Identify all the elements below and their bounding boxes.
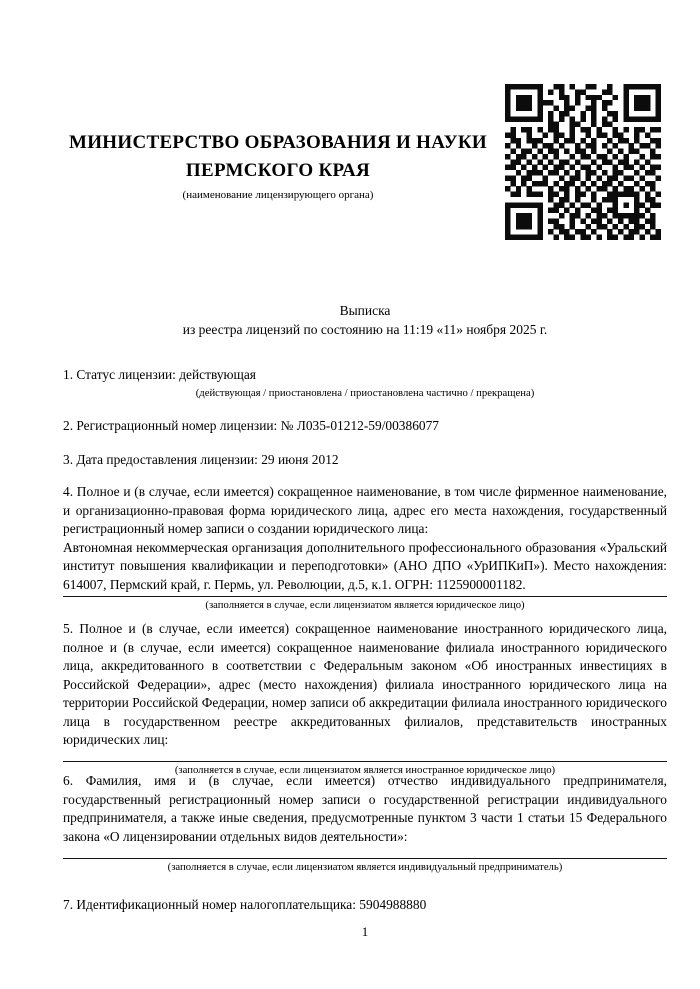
extract-title-block — [63, 302, 667, 339]
item-individual-entrepreneur — [63, 772, 667, 874]
fill-line — [63, 858, 667, 859]
item-foreign-entity — [63, 620, 667, 777]
foreign-entity-label: 5. Полное и (в случае, если имеется) сокращенное наименование иностранного юридического лица, полное и (в случае, если имеется) сокращенное наименование филиала иностранного юридического лица, аккредитованного в соответствии с Федеральным законом «Об иностранных инвестициях в Российской Федерации», адрес (место нахождения) филиала иностранного юридического лица на территории Российской Федерации, номер записи об аккредитации филиала иностранного юридического лица в государственном реестре аккредитованных филиалов, представительств иностранных юридических лиц: — [63, 621, 667, 747]
fill-line — [63, 761, 667, 762]
page-number: 1 — [361, 924, 369, 939]
foreign-entity-caption: (заполняется в случае, если лицензиатом является иностранное юридическое лицо) — [174, 763, 556, 776]
license-status-options-caption: (действующая / приостановлена / приостановлена частично / прекращена) — [195, 386, 535, 399]
registration-number-text: 2. Регистрационный номер лицензии: № Л035-01212-59/00386077 — [63, 418, 439, 433]
ministry-header — [60, 129, 496, 202]
legal-entity-value: Автономная некоммерческая организация дополнительного профессионального образования «Уральский институт повышения квалификации и переподготовки» (АНО ДПО «УрИПКиП»). Место нахождения: 614007, Пермский край, г. Пермь, ул. Революции, д.5, к.1. ОГРН: 1125900001182. — [63, 539, 667, 592]
license-status-text: 1. Статус лицензии: действующая — [63, 367, 256, 382]
extract-title: Выписка — [339, 303, 391, 318]
fill-line — [63, 596, 667, 597]
item-registration-number — [63, 417, 667, 436]
ministry-name-line2: ПЕРМСКОГО КРАЯ — [185, 160, 371, 181]
item-license-status — [63, 366, 667, 400]
item-taxpayer-id — [63, 896, 667, 915]
item-license-grant-date — [63, 451, 667, 470]
legal-entity-caption: (заполняется в случае, если лицензиатом является юридическое лицо) — [205, 599, 525, 611]
individual-entrepreneur-caption: (заполняется в случае, если лицензиатом является индивидуальный предприниматель) — [167, 861, 563, 873]
qr-code — [505, 84, 661, 240]
ministry-name-line1: МИНИСТЕРСТВО ОБРАЗОВАНИЯ И НАУКИ — [68, 132, 488, 153]
legal-entity-label: 4. Полное и (в случае, если имеется) сокращенное наименование, в том числе фирменное наименование, и организационно-правовая форма юридического лица, адрес его места нахождения, государственный регистрационный номер записи о создании юридического лица: — [63, 484, 667, 536]
extract-subtitle: из реестра лицензий по состоянию на 11:19 «11» ноября 2025 г. — [182, 321, 548, 337]
individual-entrepreneur-label: 6. Фамилия, имя и (в случае, если имеется) отчество индивидуального предпринимателя, государственный регистрационный номер записи о государственной регистрации индивидуального предпринимателя, а также иные сведения, предусмотренные пунктом 3 части 1 статьи 15 Федерального закона «О лицензировании отдельных видов деятельности»: — [63, 773, 667, 844]
item-legal-entity — [63, 483, 667, 612]
license-grant-date-text: 3. Дата предоставления лицензии: 29 июня 2012 — [63, 452, 339, 467]
licensing-authority-caption: (наименование лицензирующего органа) — [182, 189, 374, 201]
taxpayer-id-text: 7. Идентификационный номер налогоплательщика: 5904988880 — [63, 897, 427, 912]
